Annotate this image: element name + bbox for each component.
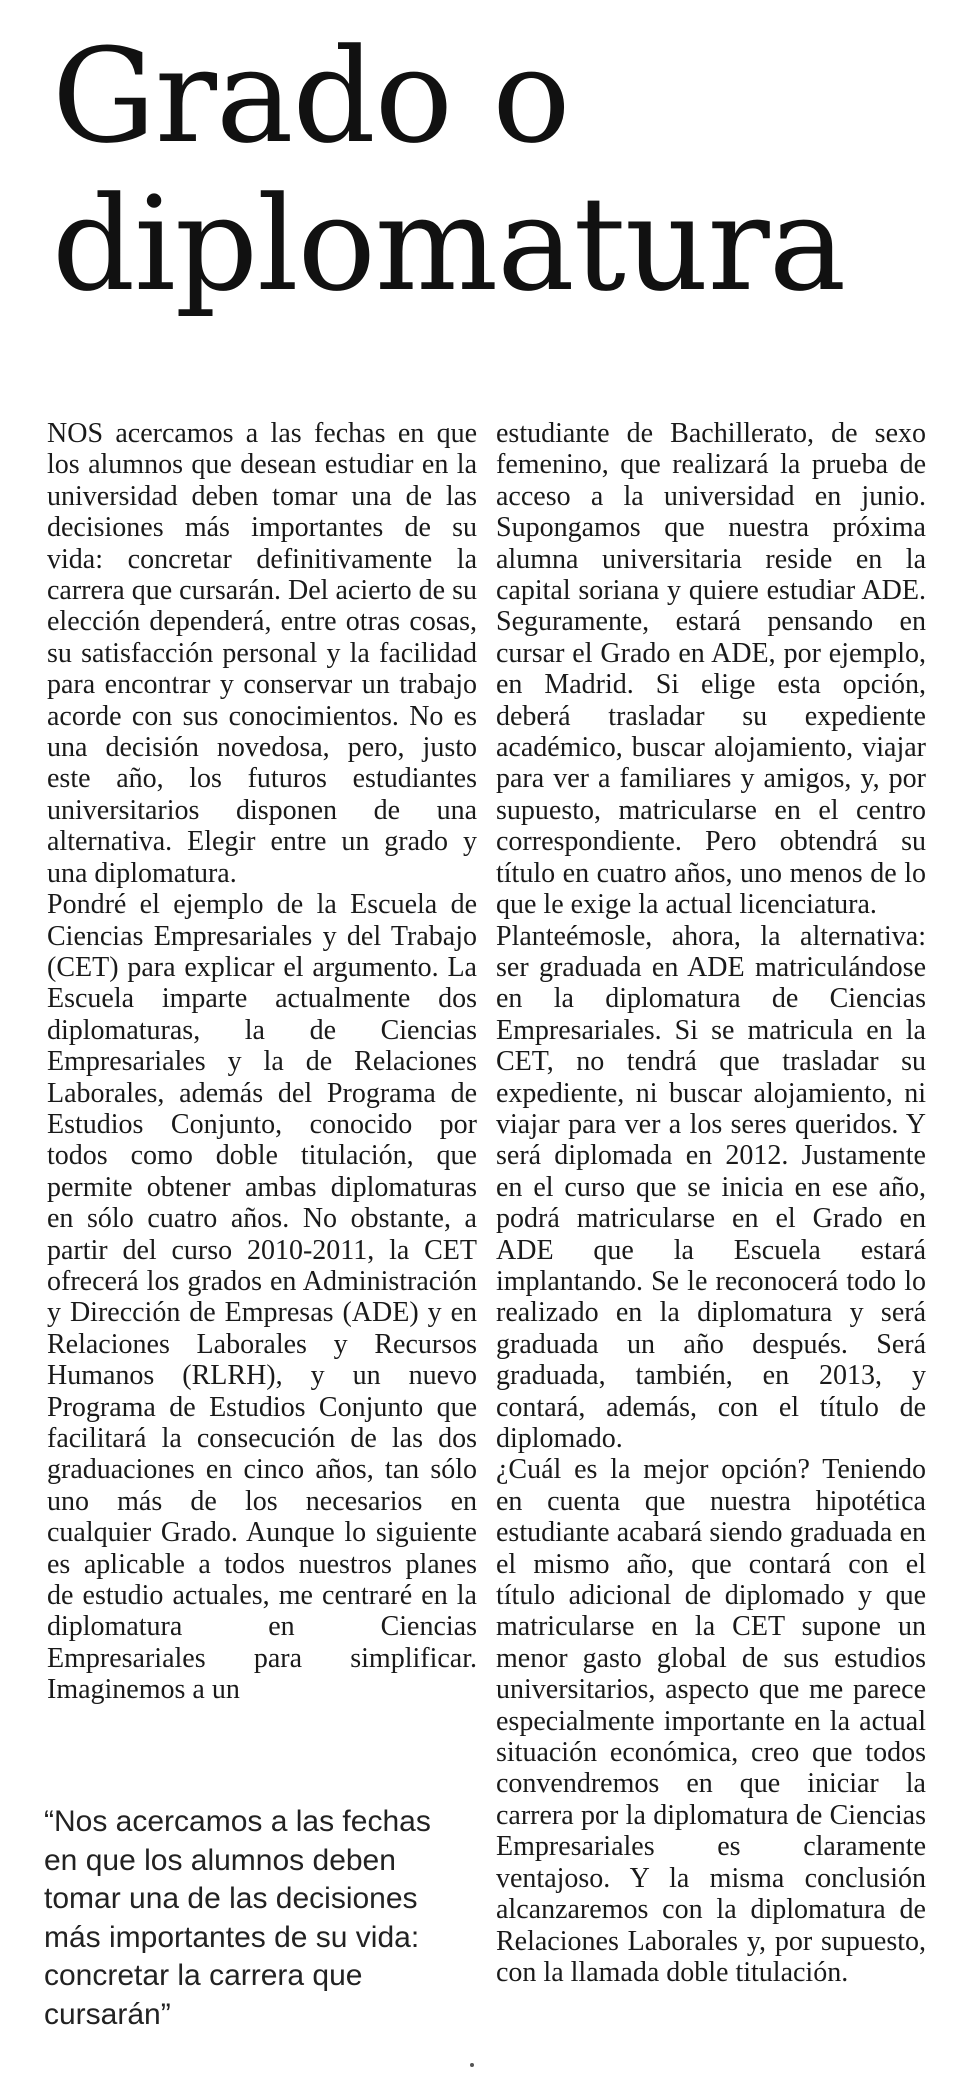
headline-line-1: Grado o (52, 20, 570, 172)
pull-quote: “Nos acercamos a las fechas en que los alumnos deben tomar una de las decisiones más importantes de su vida: concretar la carrera que cursarán” (44, 1805, 431, 2031)
print-speck (470, 2063, 474, 2067)
paragraph: NOS acercamos a las fechas en que los alumnos que desean estudiar en la universidad deben tomar una de las decisiones más importantes de su vida: concretar definitivamente la carrera que cursarán. Del acierto de su elección dependerá, entre otras cosas, su satisfacción personal y la facilidad para encontrar y conservar un trabajo acorde con sus conocimientos. No es una decisión novedosa, pero, justo este año, los futuros estudiantes universitarios disponen de una alternativa. Elegir entre un grado y una diplomatura. (47, 418, 477, 889)
right-column (496, 418, 926, 1988)
paragraph: estudiante de Bachillerato, de sexo femenino, que realizará la prueba de acceso a la universidad en junio. Supongamos que nuestra próxima alumna universitaria reside en la capital soriana y quiere estudiar ADE. Seguramente, estará pensando en cursar el Grado en ADE, por ejemplo, en Madrid. Si elige esta opción, deberá trasladar su expediente académico, buscar alojamiento, viajar para ver a familiares y amigos, y, por supuesto, matricularse en el centro correspondiente. Pero obtendrá su título en cuatro años, uno menos de lo que le exige la actual licenciatura. (496, 418, 926, 921)
paragraph: Pondré el ejemplo de la Escuela de Ciencias Empresariales y del Trabajo (CET) para explicar el argumento. La Escuela imparte actualmente dos diplomaturas, la de Ciencias Empresariales y la de Relaciones Laborales, además del Programa de Estudios Conjunto, conocido por todos como doble titulación, que permite obtener ambas diplomaturas en sólo cuatro años. No obstante, a partir del curso 2010-2011, la CET ofrecerá los grados en Administración y Dirección de Empresas (ADE) y en Relaciones Laborales y Recursos Humanos (RLRH), y un nuevo Programa de Estudios Conjunto que facilitará la consecución de las dos graduaciones en cinco años, tan sólo uno más de los necesarios en cualquier Grado. Aunque lo siguiente es aplicable a todos nuestros planes de estudio actuales, me centraré en la diplomatura en Ciencias Empresariales para simplificar. Imaginemos a un (47, 889, 477, 1706)
paragraph: Planteémosle, ahora, la alternativa: ser graduada en ADE matriculándose en la diplomatura de Ciencias Empresariales. Si se matricula en la CET, no tendrá que trasladar su expediente, ni buscar alojamiento, ni viajar para ver a los seres queridos. Y será diplomada en 2012. Justamente en el curso que se inicia en ese año, podrá matricularse en el Grado en ADE que la Escuela estará implantando. Se le reconocerá todo lo realizado en la diplomatura y será graduada un año después. Será graduada, también, en 2013, y contará, además, con el título de diplomado. (496, 920, 926, 1454)
headline-line-2: diplomatura (52, 168, 846, 320)
paragraph: ¿Cuál es la mejor opción? Teniendo en cuenta que nuestra hipotética estudiante acabará siendo graduada en el mismo año, que contará con el título adicional de diplomado y que matricularse en la CET supone un menor gasto global de sus estudios universitarios, aspecto que me parece especialmente importante en la actual situación económica, creo que todos convendremos en que iniciar la carrera por la diplomatura de Ciencias Empresariales es claramente ventajoso. Y la misma conclusión alcanzaremos con la diplomatura de Relaciones Laborales y, por supuesto, con la llamada doble titulación. (496, 1454, 926, 1988)
left-column (47, 418, 477, 1706)
article-headline (52, 22, 932, 318)
